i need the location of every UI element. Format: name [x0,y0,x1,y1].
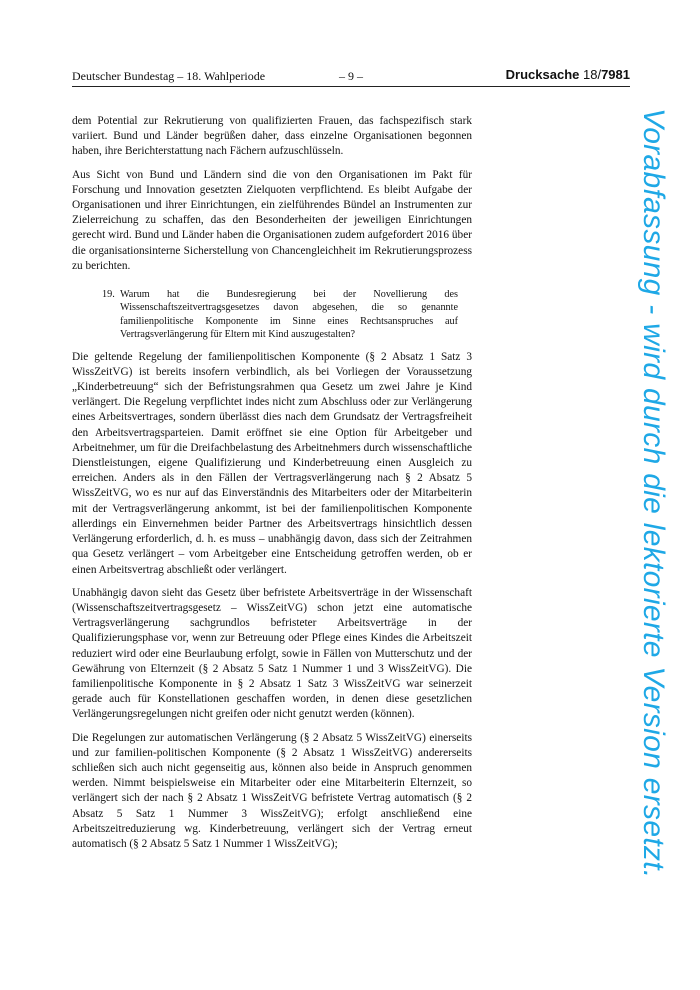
paragraph: dem Potential zur Rekrutierung von qualifizierten Frauen, das fachspezifisch stark variiert. Bund und Länder begrüßen daher, dass einzelne Organisationen begonnen haben, ihre Berichterstattung nach Fächern aufzuschlüsseln. [72,115,472,158]
header-page-number: – 9 – [339,69,363,83]
page-header [72,68,630,87]
question-text: Warum hat die Bundesregierung bei der Novellierung des Wissenschaftszeitvertragsgesetzes davon abgesehen, die so genannte familienpolitische Komponente im Sinne eines Rechtsanspruches auf Vertragsverlängerung für Eltern mit Kind auszugestalten? [120,289,458,341]
header-doc-number: 7981 [601,67,630,82]
paragraph: Aus Sicht von Bund und Ländern sind die von den Organisationen im Pakt für Forschung und Innovation gesetzten Zielquoten verpflichtend. Es bleibt Aufgabe der Organisationen und ihrer Einrichtungen, ein zielführendes Bündel an Instrumenten zur Zielerreichung zu schaffen, das den Besonderheiten der jeweiligen Einrichtungen gerecht wird. Bund und Länder haben die Organisationen zudem aufgefordert 2016 über die organisationsinterne Sicherstellung von Chancengleichheit im Rekrutierungsprozess zu berichten. [72,168,472,272]
paragraph: Die geltende Regelung der familienpolitischen Komponente (§ 2 Absatz 1 Satz 3 WissZeitVG) ist bereits insofern verbindlich, als bei Vorliegen der Voraussetzung „Kinderbetreuung“ sich der Befristungsrahmen qua Gesetz um zwei Jahre je Kind verlängert. Die Regelung verpflichtet indes nicht zum Abschluss oder zur Verlängerung eines Arbeitsvertrages, sondern überlässt dies nach dem Grundsatz der Vertragsfreiheit den Arbeitsvertragsparteien. Damit eröffnet sie eine Option für Arbeitgeber und Arbeitnehmer, um für die Dreifachbelastung des Arbeitnehmers durch wissenschaftliche Dienstleistungen, eigene Qualifizierung und Kinderbetreuung einen Ausgleich zu erreichen. Anders als in den Fällen der Vertragsverlängerung nach § 2 Absatz 5 WissZeitVG, wo es nur auf das Einverständnis des Mitarbeiters oder der Mitarbeiterin mit der Vertragsverlängerung ankommt, ist bei der familienpolitischen Komponente allerdings ein Einvernehmen beider Partner des Arbeitsvertrags hinsichtlich dessen Verlängerung erforderlich, d. h. es muss – unabhängig davon, dass sich der Zeitrahmen qua Gesetz verlängert – vom Arbeitgeber eine Entscheidung getroffen werden, ob er einen Arbeitsvertrag abschließt oder verlängert. [72,350,472,576]
header-document-id [506,67,630,82]
body-text [72,114,472,860]
paragraph: Die Regelungen zur automatischen Verlängerung (§ 2 Absatz 5 WissZeitVG) einerseits und zur familien-politischen Komponente (§ 2 Absatz 1 WissZeitVG) andererseits schließen sich auch nicht gegenseitig aus, können also beide in Anspruch genommen werden. Nimmt beispielsweise ein Mitarbeiter oder eine Mitarbeiterin Elternzeit, so verlängert sich der nach § 2 Absatz 1 WissZeitVG befristete Vertrag automatisch (§ 2 Absatz 5 Satz 1 Nummer 3 WissZeitVG); erfolgt anschließend eine Arbeitszeitreduzierung wg. Kinderbetreuung, verlängert sich der Vertrag erneut automatisch (§ 2 Absatz 5 Satz 1 Nummer 1 WissZeitVG); [72,731,472,850]
header-doc-label: Drucksache [505,67,580,82]
header-doc-prefix: 18/ [583,67,602,82]
question-block [72,288,472,342]
draft-watermark: Vorabfassung - wird durch die lektorierte Version ersetzt. [637,108,670,879]
header-parliament: Deutscher Bundestag – 18. Wahlperiode [72,69,266,83]
question-number: 19. [102,289,115,301]
paragraph: Unabhängig davon sieht das Gesetz über befristete Arbeitsverträge in der Wissenschaft (Wissenschaftszeitvertragsgesetz – WissZeitVG) schon jetzt eine automatische Vertragsverlängerung sachgrundlos befristeter Arbeitsverträge in der Qualifizierungsphase vor, wenn zur Betreuung oder Pflege eines Kindes die Arbeitszeit reduziert wird oder eine Beurlaubung erfolgt, sowie in Fällen von Mutterschutz und der Gewährung von Elternzeit (§ 2 Absatz 5 Satz 1 Nummer 1 und 3 WissZeitVG). Die familienpolitische Komponente in § 2 Absatz 1 Satz 3 WissZeitVG war seinerzeit gerade auch für Konstellationen geschaffen worden, in denen diese gesetzlichen Verlängerungsregelungen nicht greifen oder nicht genutzt werden (können). [72,586,472,721]
